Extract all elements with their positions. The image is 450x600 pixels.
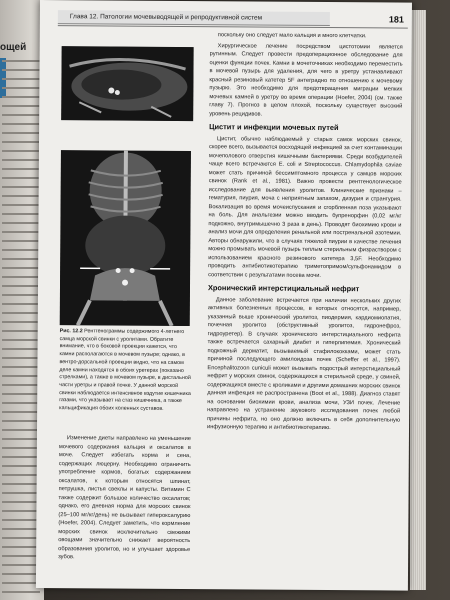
left-page-text-lines (2, 60, 40, 600)
left-column-paragraph: Изменение диеты направлено на уменьшение мочевого содержания кальция и оксалатов в моче. Следует избегать корма и сена, содержащих люцерну. Необходимо ограничить употребление кормов, богатых содержанием оксалатов, к которым относятся шпинат, петрушка, листья свеклы и капусты. Витамин C также содержит большое количество оксалатов; однако, его дневная норма для морских свинок (25–100 мг/кг/день) не вызывает гипероксалурию (Hoefer, 2004). Следует заметить, что кормление морских свинок исключительно свежими овощами значительно снижает вероятность образования уролитов, но и улучшает здоровье зубов. (58, 435, 191, 561)
right-column-paragraph: Хирургическое лечение посредством цистотомии является рутинным. Следует провести предоперационное обследование для оценки функции почек. Камни в мочеточниках необходимо переместить в мочевой пузырь для удаления, для чего в уретру устанавливают красный резиновый катетер 5F антеградно по отношению к мочевому пузырю. Это необходимо для предотвращения миграции мелких мочевых камней в уретру во время операции (Hoefer, 2004) (см. также главу 7). Прогноз в целом плохой, поскольку существует высокий уровень рецидивов. (209, 42, 403, 118)
section-heading-nephritis: Хронический интерстициальный нефрит (207, 283, 360, 294)
left-column (58, 434, 191, 564)
right-column-paragraph: Цистит, обычно наблюдаемый у старых самок морских свинок, скорее всего, вызывается восходящей инфекцией за счет контаминации мочеполового отверстия кишечными бактериями. Среди возбудителей чаще всего встречаются E. coli и Streptococcus. Chlamydophila caviae может стать причиной бессимптомного процесса у самцов морских свинок (Rank et al., 1981). Важно провести рентгенологическое исследование для выявления уролитов. Клинические признаки – гематурия, пиурия, моча с неприятным запахом, дизурия и странгурия. Вокализация во время мочеиспускания и сгорбленная поза указывают на боль. Для анальгезии можно вводить бупренорфин (0,02 мг/кг подкожно, внутримышечно 3 раза в день). Проводят биохимию крови и анализ мочи для определения ренальной или постренальной азотемии. Авторы обнаружили, что в случаях тяжелой пиурии в качестве лечения можно промывать мочевой пузырь теплым стерильным физраствором с использованием красного резинового катетера 3,5F. Необходимо проводить антибиотикотерапию триметопримом/сульфонамидом в соответствии с результатами посева мочи. (208, 135, 403, 279)
right-column (207, 31, 403, 435)
page-edges (410, 10, 426, 590)
xray-lateral-image (61, 46, 194, 121)
section-heading-cystitis: Цистит и инфекции мочевых путей (209, 122, 339, 133)
running-head (58, 10, 408, 26)
right-column-paragraph: поскольку оно следует мало кальция и много клетчатки. (217, 32, 367, 40)
book-page (36, 0, 412, 591)
figure-label: Рис. 12.2 (59, 328, 83, 335)
chapter-title: Глава 12. Патологии мочевыводящей и репродуктивной систем (58, 10, 330, 26)
figure-caption (59, 328, 192, 414)
left-page-title: ощей (0, 42, 27, 53)
page-number: 181 (388, 14, 404, 25)
figure-caption-text: Рентгенограммы содержимого 4-летнего самца морской свинки с уролитами. Обратите внимание, что в боковой проекции кажется, что камни располагаются в мочевом пузыре; однако, в вентро-дорсальной проекции видно, что на самом деле камни находятся в обоих уретерах (показано стрелками), а также в мочевом пузыре, в дистальной части уретры и правой почке. У данной морской свинки наблюдается интенсивное вздутие кишечника газами, что указывает на стаз кишечника, а также кальцификация обоих коленных суставов. (59, 328, 191, 412)
right-column-paragraph: Данное заболевание встречается при наличии нескольких других активных болезненных процессов, в которых относятся, например, указанный выше хронический уролитоз, пиодермия, кардиомиопатия, почечная уролитоз (обструктивный уролитоз, гидронефроз, гидроуретер). В случаях хронического интерстициального нефрита также встречается сахарный диабет и гиперлипемия. Хронический подкожный дерматит, вызываемый стафилококками, может стать причиной последующего амилоидоза почек (Scheffer et al., 1997). Encephalitozoon cuniculi может вызывать подострый интерстициальный нефрит у морских свинок, содержащихся в стерильной среде, у свиней, содержащихся вместе с кроликами и другими домашних морских свинок данная инфекция не распространена (Boot et al., 1988). Диагноз ставят на основании биохимии крови, анализа мочи, УЗИ почек. Лечение направлено на устранение звукового исследования почек любой причины нефрита, но оно должно включать в себя дополнительную инфузионную терапию и антибиотикотерапию. (207, 296, 401, 432)
xray-ventrodorsal-image (60, 150, 191, 326)
